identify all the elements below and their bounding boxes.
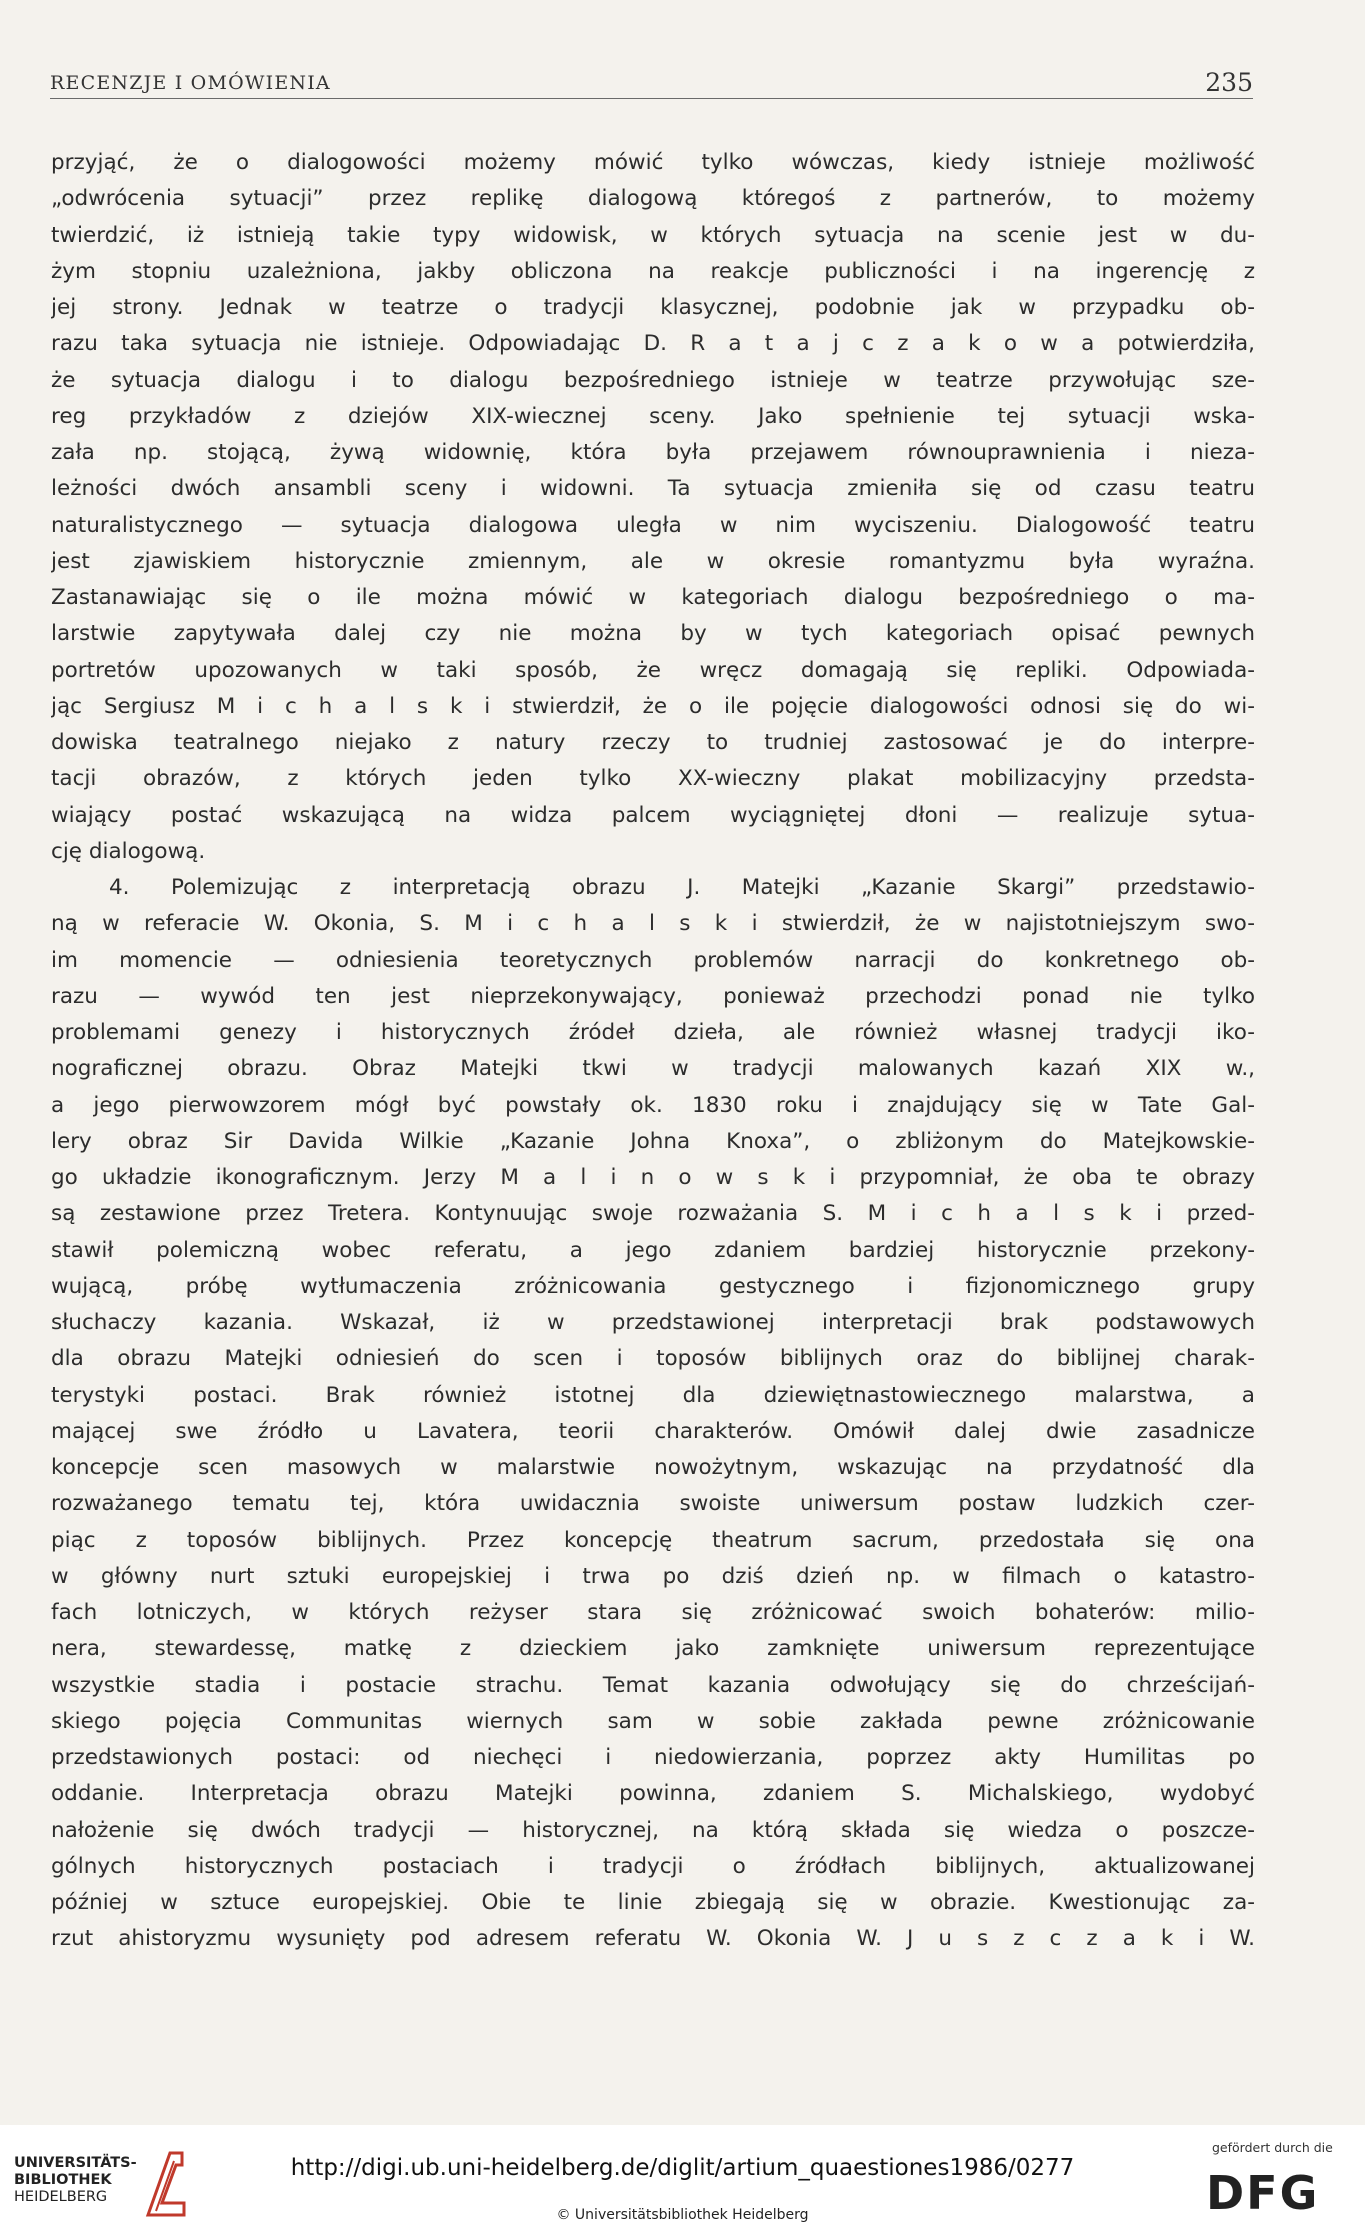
text-line: jest zjawiskiem historycznie zmiennym, ale w okresie romantyzmu była wyraźna. — [51, 548, 1255, 574]
text-line: go układzie ikonograficznym. Jerzy M a l i n o w s k i przypomniał, że oba te obrazy — [51, 1165, 1255, 1190]
text-line: fach lotniczych, w których reżyser stara się zróżnicować swoich bohaterów: milio- — [51, 1600, 1255, 1625]
text-line: Zastanawiając się o ile można mówić w kategoriach dialogu bezpośredniego o ma- — [51, 585, 1255, 610]
text-line: terystyki postaci. Brak również istotnej dla dziewiętnastowiecznego malarstwa, a — [51, 1382, 1255, 1408]
text-line: mającej swe źródło u Lavatera, teorii charakterów. Omówił dalej dwie zasadnicze — [51, 1418, 1255, 1444]
dfg-logo-text: DFG — [1206, 2166, 1320, 2217]
text-line: ną w referacie W. Okonia, S. M i c h a l s k i stwierdził, że w najistotniejszym swo- — [51, 911, 1255, 937]
page-number: 235 — [1205, 68, 1253, 97]
copyright-notice: © Universitätsbibliothek Heidelberg — [556, 2207, 809, 2223]
text-line: jej strony. Jednak w teatrze o tradycji klasycznej, podobnie jak w przypadku ob- — [51, 295, 1255, 320]
running-title: RECENZJE I OMÓWIENIA — [50, 72, 331, 94]
text-line: leżności dwóch ansambli sceny i widowni. Ta sytuacja zmieniła się od czasu teatru — [51, 476, 1255, 502]
running-head — [50, 68, 1253, 99]
text-line: przyjąć, że o dialogowości możemy mówić tylko wówczas, kiedy istnieje możliwość — [51, 150, 1255, 175]
ub-line-3: HEIDELBERG — [14, 2189, 108, 2205]
permalink-url[interactable]: http://digi.ub.uni-heidelberg.de/diglit/artium_quaestiones1986/0277 — [290, 2155, 1075, 2181]
text-line: 4. Polemizując z interpretacją obrazu J. Matejki „Kazanie Skargi” przedstawio- — [109, 875, 1255, 900]
text-line: problemami genezy i historycznych źródeł dzieła, ale również własnej tradycji iko- — [51, 1020, 1255, 1045]
text-line: jąc Sergiusz M i c h a l s k i stwierdził, że o ile pojęcie dialogowości odnosi się do wi- — [51, 693, 1255, 719]
text-line: „odwrócenia sytuacji” przez replikę dialogową któregoś z partnerów, to możemy — [51, 186, 1255, 212]
text-line: słuchaczy kazania. Wskazał, iż w przedstawionej interpretacji brak podstawowych — [51, 1310, 1255, 1335]
text-line: rzut ahistoryzmu wysunięty pod adresem referatu W. Okonia W. J u s z c z a k i W. — [51, 1926, 1255, 1952]
text-line: razu — wywód ten jest nieprzekonywający, ponieważ przechodzi ponad nie tylko — [51, 983, 1255, 1009]
text-line: portretów upozowanych w taki sposób, że wręcz domagają się repliki. Odpowiada- — [51, 657, 1255, 683]
footer — [0, 2125, 1365, 2236]
text-line: oddanie. Interpretacja obrazu Matejki powinna, zdaniem S. Michalskiego, wydobyć — [51, 1781, 1255, 1807]
text-line: wującą, próbę wytłumaczenia zróżnicowania gestycznego i fizjonomicznego grupy — [51, 1273, 1255, 1299]
body-text — [51, 145, 1255, 1958]
text-line: stawił polemiczną wobec referatu, a jego zdaniem bardziej historycznie przekony- — [51, 1237, 1255, 1263]
text-line: dowiska teatralnego niejako z natury rzeczy to trudniej zastosować je do interpre- — [51, 730, 1255, 755]
text-line: przedstawionych postaci: od niechęci i niedowierzania, poprzez akty Humilitas po — [51, 1745, 1255, 1770]
text-line: zała np. stojącą, żywą widownię, która była przejawem równouprawnienia i nieza- — [51, 440, 1255, 465]
ub-line-1: UNIVERSITÄTS- — [14, 2155, 137, 2171]
text-line: larstwie zapytywała dalej czy nie można by w tych kategoriach opisać pewnych — [51, 621, 1255, 647]
text-line: koncepcje scen masowych w malarstwie nowożytnym, wskazując na przydatność dla — [51, 1455, 1255, 1480]
text-line: że sytuacja dialogu i to dialogu bezpośredniego istnieje w teatrze przywołując sze- — [51, 367, 1255, 393]
text-line: nograficznej obrazu. Obraz Matejki tkwi w tradycji malowanych kazań XIX w., — [51, 1056, 1255, 1082]
text-line: nałożenie się dwóch tradycji — historycznej, na którą składa się wiedza o poszcze- — [51, 1817, 1255, 1843]
text-line: reg przykładów z dziejów XIX-wiecznej sceny. Jako spełnienie tej sytuacji wska- — [51, 403, 1255, 429]
text-line: lery obraz Sir Davida Wilkie „Kazanie Johna Knoxa”, o zbliżonym do Matejkowskie- — [51, 1128, 1255, 1154]
text-line: wiający postać wskazującą na widza palcem wyciągniętej dłoni — realizuje sytua- — [51, 802, 1255, 828]
text-line: razu taka sytuacja nie istnieje. Odpowiadając D. R a t a j c z a k o w a potwierdziła, — [51, 331, 1255, 357]
university-library-logo-icon — [140, 2145, 190, 2219]
text-line: wszystkie stadia i postacie strachu. Temat kazania odwołujący się do chrześcijań- — [51, 1672, 1255, 1698]
text-line: są zestawione przez Tretera. Kontynuując swoje rozważania S. M i c h a l s k i przed- — [51, 1201, 1255, 1227]
dfg-logo-icon[interactable] — [1200, 2165, 1350, 2217]
text-line: w główny nurt sztuki europejskiej i trwa po dziś dzień np. w filmach o katastro- — [51, 1563, 1255, 1589]
funding-note: gefördert durch die — [1212, 2140, 1333, 2155]
text-line: rozważanego tematu tej, która uwidacznia swoiste uniwersum postaw ludzkich czer- — [51, 1491, 1255, 1517]
text-line: nera, stewardessę, matkę z dzieckiem jako zamknięte uniwersum reprezentujące — [51, 1636, 1255, 1662]
text-line: gólnych historycznych postaciach i tradycji o źródłach biblijnych, aktualizowanej — [51, 1853, 1255, 1879]
text-line: naturalistycznego — sytuacja dialogowa uległa w nim wyciszeniu. Dialogowość teatru — [51, 512, 1255, 538]
university-library-logo-text[interactable] — [14, 2155, 137, 2206]
text-line: im momencie — odniesienia teoretycznych problemów narracji do konkretnego ob- — [51, 947, 1255, 973]
text-line: piąc z toposów biblijnych. Przez koncepcję theatrum sacrum, przedostała się ona — [51, 1527, 1255, 1553]
text-line: dla obrazu Matejki odniesień do scen i toposów biblijnych oraz do biblijnej charak- — [51, 1346, 1255, 1372]
text-line: żym stopniu uzależniona, jakby obliczona na reakcje publiczności i na ingerencję z — [51, 258, 1255, 284]
text-line: skiego pojęcia Communitas wiernych sam w sobie zakłada pewne zróżnicowanie — [51, 1708, 1255, 1734]
text-line: cję dialogową. — [51, 838, 206, 864]
ub-line-2: BIBLIOTHEK — [14, 2172, 112, 2188]
text-line: twierdzić, iż istnieją takie typy widowisk, w których sytuacja na scenie jest w du- — [51, 222, 1255, 248]
text-line: później w sztuce europejskiej. Obie te linie zbiegają się w obrazie. Kwestionując za- — [51, 1890, 1255, 1915]
text-line: tacji obrazów, z których jeden tylko XX-wieczny plakat mobilizacyjny przedsta- — [51, 766, 1255, 792]
text-line: a jego pierwowzorem mógł być powstały ok. 1830 roku i znajdujący się w Tate Gal- — [51, 1092, 1255, 1118]
